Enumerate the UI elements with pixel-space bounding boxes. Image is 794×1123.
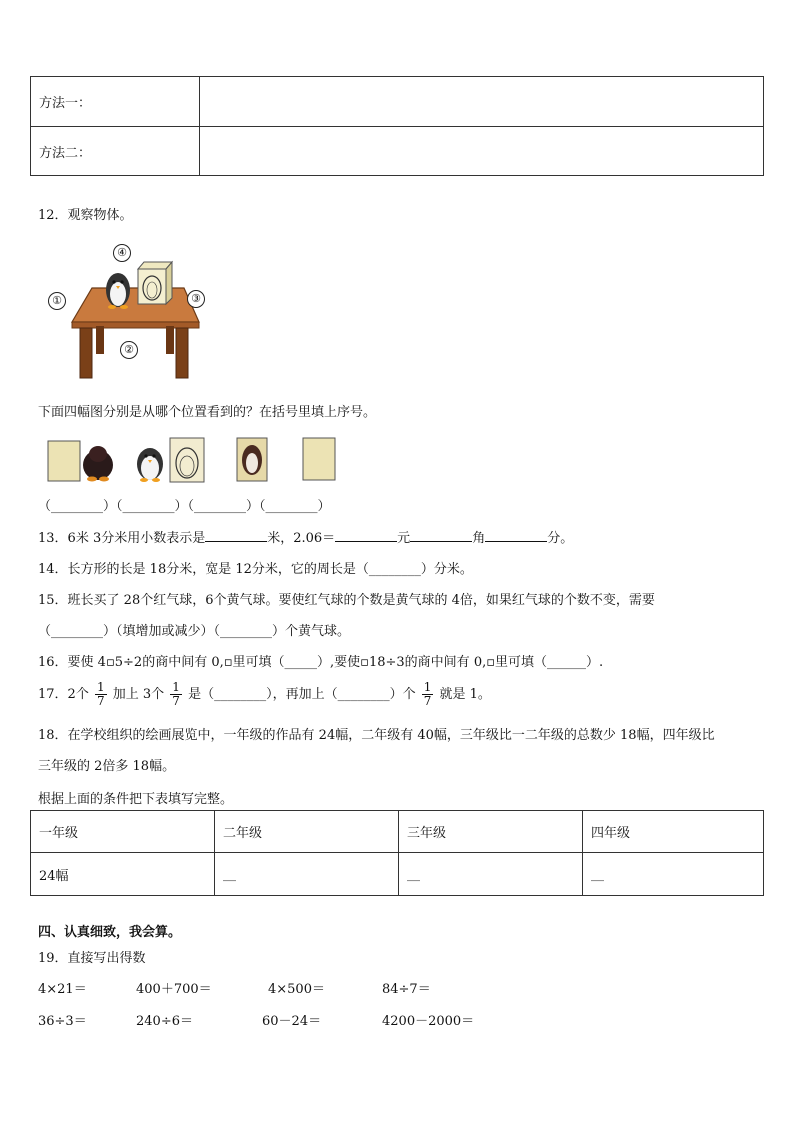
q15-line1: 15．班长买了 28个红气球，6个黄气球。要使红气球的个数是黄气球的 4倍，如果红气球的个数不变，需要 xyxy=(38,593,655,608)
value-grade-4[interactable]: __ xyxy=(583,853,764,896)
q13: 13．6米 3分米用小数表示是 米，2.06＝ 元 角 分。 xyxy=(38,531,574,546)
q19-title: 19．直接写出得数 xyxy=(38,951,146,966)
position-marker-3: ③ xyxy=(187,290,205,308)
header-grade-4: 四年级 xyxy=(583,811,764,853)
calc-36div3: 36÷3＝ xyxy=(38,1014,87,1029)
methods-table xyxy=(30,76,764,176)
table-with-penguin-and-box-image xyxy=(44,240,224,385)
q13-blank-jiao[interactable] xyxy=(410,529,472,542)
section-4-title: 四、认真细致，我会算。 xyxy=(38,925,182,940)
fraction-one-seventh: $\frac{1}{7}$ xyxy=(172,680,180,708)
method-one-cell[interactable] xyxy=(200,77,764,127)
views-image xyxy=(46,437,346,483)
four-views-illustrations xyxy=(46,437,346,483)
fraction-one-seventh: $\frac{1}{7}$ xyxy=(423,680,432,708)
position-marker-2: ② xyxy=(120,341,138,359)
calc-4x21: 4×21＝ xyxy=(38,982,87,997)
header-grade-1: 一年级 xyxy=(31,811,215,853)
value-grade-3[interactable]: __ xyxy=(399,853,583,896)
fraction-one-seventh: $\frac{1}{7}$ xyxy=(96,680,105,708)
q13-blank-fen[interactable] xyxy=(485,529,547,542)
q14: 14．长方形的长是 18分米，宽是 12分米，它的周长是（________）分米。 xyxy=(38,562,473,577)
q13-blank-meters[interactable] xyxy=(205,529,267,542)
calc-4x500: 4×500＝ xyxy=(268,982,325,997)
q18-line1: 18．在学校组织的绘画展览中，一年级的作品有 24幅，二年级有 40幅，三年级比一二年级的总数少 18幅，四年级比 xyxy=(38,728,715,743)
q18-instruction: 根据上面的条件把下表填写完整。 xyxy=(38,792,234,807)
q18-line2: 三年级的 2倍多 18幅。 xyxy=(38,759,176,774)
header-grade-3: 三年级 xyxy=(399,811,583,853)
calc-4200minus2000: 4200－2000＝ xyxy=(382,1014,475,1029)
method-one-label: 方法一： xyxy=(31,77,200,127)
position-marker-1: ① xyxy=(48,292,66,310)
grade-artwork-table xyxy=(30,810,764,896)
q12-answer-blanks[interactable]: （________）（________）（________）（________） xyxy=(38,499,331,514)
method-two-label: 方法二： xyxy=(31,127,200,176)
q12-title: 12．观察物体。 xyxy=(38,208,133,223)
calc-400plus700: 400＋700＝ xyxy=(136,982,212,997)
q16: 16．要使 4▫5÷2的商中间有 0,▫里可填（_____）,要使▫18÷3的商中间有 0,▫里可填（______）. xyxy=(38,655,604,670)
q12-question: 下面四幅图分别是从哪个位置看到的？在括号里填上序号。 xyxy=(38,405,377,420)
method-two-cell[interactable] xyxy=(200,127,764,176)
calc-84div7: 84÷7＝ xyxy=(382,982,431,997)
value-grade-2[interactable]: __ xyxy=(215,853,399,896)
value-grade-1: 24幅 xyxy=(31,853,215,896)
position-marker-4: ④ xyxy=(113,244,131,262)
q15-line2: （________）（填增加或减少）（________）个黄气球。 xyxy=(38,624,351,639)
q13-blank-yuan[interactable] xyxy=(335,529,397,542)
table-scene-illustration xyxy=(44,240,224,385)
header-grade-2: 二年级 xyxy=(215,811,399,853)
calc-240div6: 240÷6＝ xyxy=(136,1014,193,1029)
calc-60minus24: 60－24＝ xyxy=(262,1014,322,1029)
q17: 17．2个 $\frac{1}{7}$ 加上 3个 $\frac{1}{7}$ 是（________），再加上（________）个 $\frac{1}{7}$ 就是 1。 xyxy=(38,680,491,708)
